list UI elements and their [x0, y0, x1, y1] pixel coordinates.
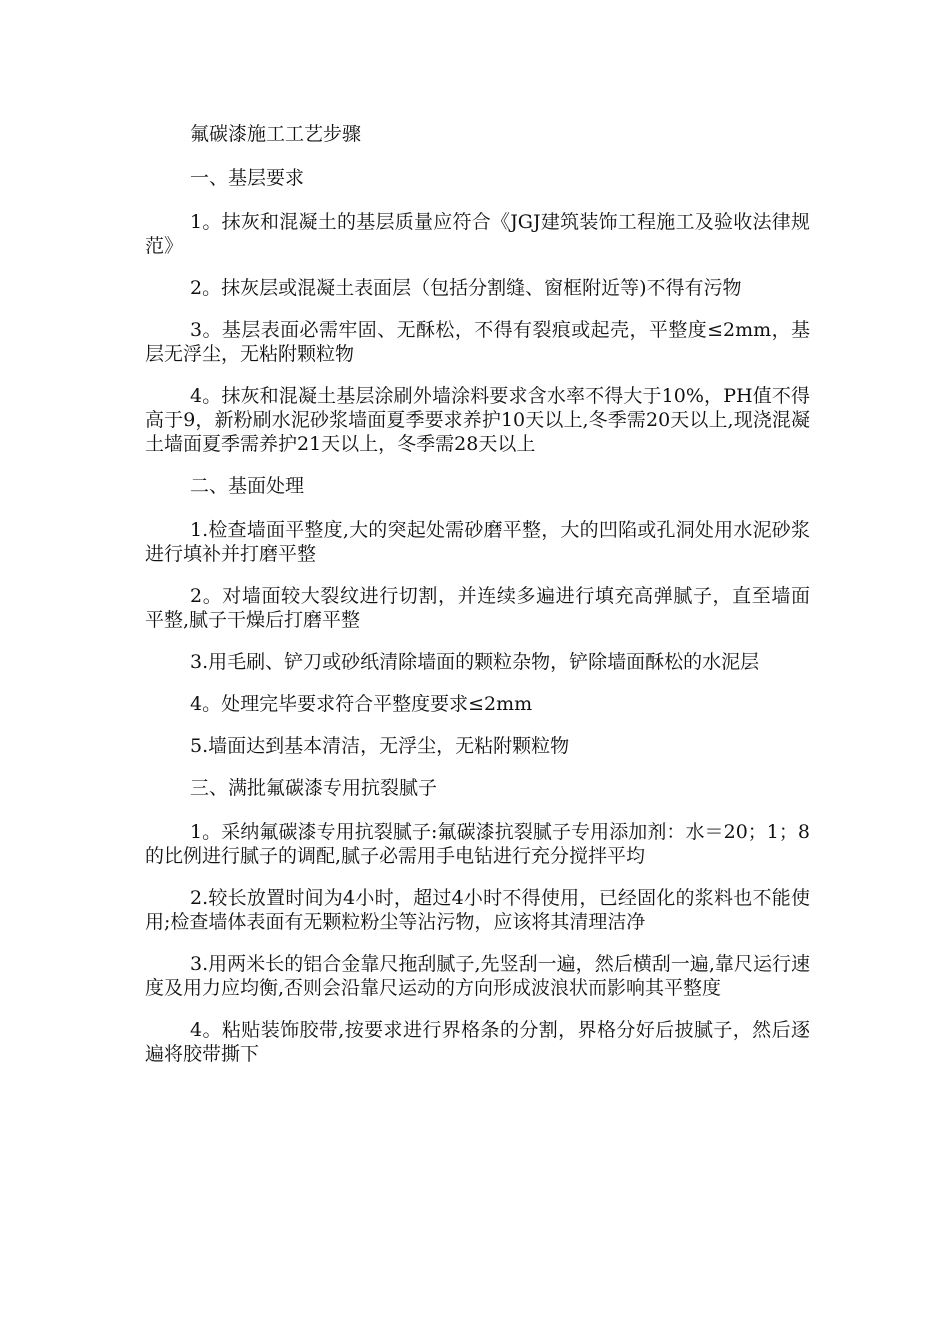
list-item-paragraph: 4。粘贴装饰胶带,按要求进行界格条的分割，界格分好后披腻子，然后逐遍将胶带撕下 — [145, 1019, 810, 1065]
list-item-paragraph: 3。基层表面必需牢固、无酥松，不得有裂痕或起壳，平整度≤2mm，基层无浮尘，无粘附颗粒物 — [145, 319, 810, 365]
list-item-paragraph: 3.用毛刷、铲刀或砂纸清除墙面的颗粒杂物，铲除墙面酥松的水泥层 — [190, 651, 760, 673]
list-item-paragraph: 1。抹灰和混凝土的基层质量应符合《JGJ建筑装饰工程施工及验收法律规范》 — [145, 211, 810, 257]
section-heading: 二、基面处理 — [190, 475, 305, 497]
list-item-paragraph: 3.用两米长的铝合金靠尺拖刮腻子,先竖刮一遍，然后横刮一遍,靠尺运行速度及用力应均衡,否则会沿靠尺运动的方向形成波浪状而影响其平整度 — [145, 953, 810, 999]
list-item-paragraph: 2。对墙面较大裂纹进行切割，并连续多遍进行填充高弹腻子，直至墙面平整,腻子干燥后打磨平整 — [145, 585, 810, 631]
list-item-paragraph: 1。采纳氟碳漆专用抗裂腻子:氟碳漆抗裂腻子专用添加剂：水＝20；1；8的比例进行腻子的调配,腻子必需用手电钻进行充分搅拌平均 — [145, 821, 810, 867]
list-item-paragraph: 4。抹灰和混凝土基层涂刷外墙涂料要求含水率不得大于10%，PH值不得高于9，新粉刷水泥砂浆墙面夏季要求养护10天以上,冬季需20天以上,现浇混凝土墙面夏季需养护21天以上，冬季需28天以上 — [145, 385, 810, 455]
list-item-paragraph: 4。处理完毕要求符合平整度要求≤2mm — [190, 693, 533, 715]
list-item-paragraph: 5.墙面达到基本清洁，无浮尘，无粘附颗粒物 — [190, 735, 570, 757]
section-heading: 三、满批氟碳漆专用抗裂腻子 — [190, 777, 438, 799]
document-body — [145, 122, 810, 1084]
list-item-paragraph: 2.较长放置时间为4小时，超过4小时不得使用，已经固化的浆料也不能使用;检查墙体表面有无颗粒粉尘等沾污物，应该将其清理洁净 — [145, 887, 810, 933]
list-item-paragraph: 2。抹灰层或混凝土表面层（包括分割缝、窗框附近等)不得有污物 — [190, 277, 742, 299]
paragraph-list — [145, 166, 810, 1066]
document-title: 氟碳漆施工工艺步骤 — [190, 123, 362, 145]
section-heading: 一、基层要求 — [190, 167, 305, 189]
list-item-paragraph: 1.检查墙面平整度,大的突起处需砂磨平整，大的凹陷或孔洞处用水泥砂浆进行填补并打磨平整 — [145, 519, 810, 565]
